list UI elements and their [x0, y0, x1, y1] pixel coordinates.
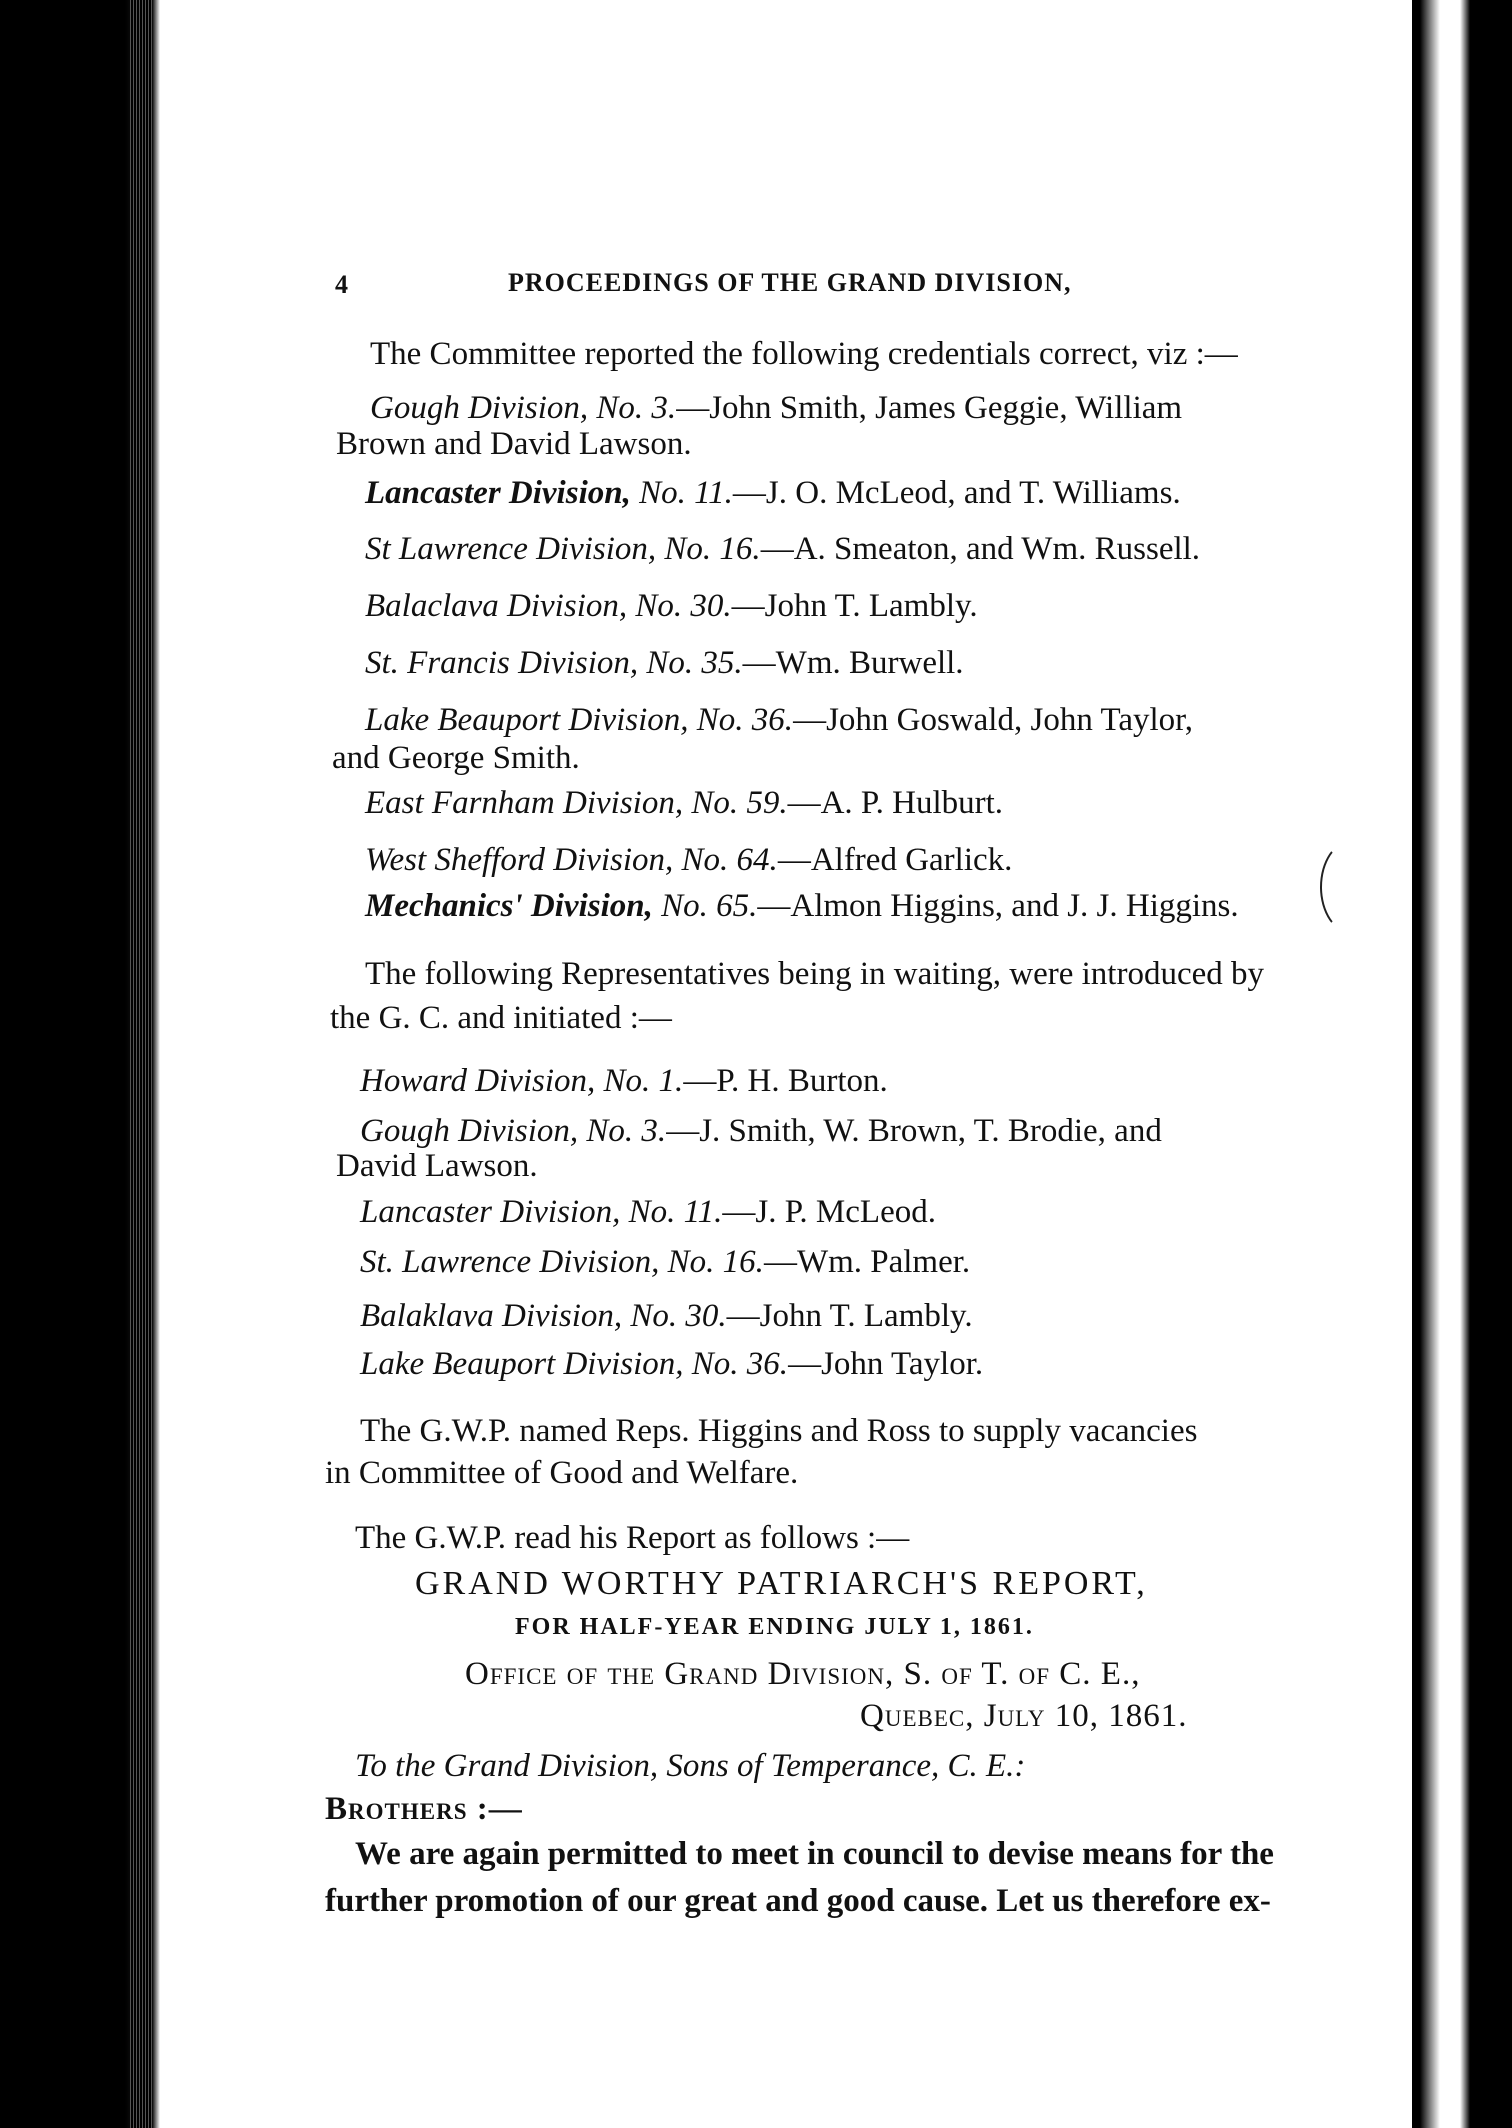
division-name: Balaklava Division, — [360, 1298, 623, 1334]
division-names: —J. Smith, W. Brown, T. Brodie, and — [666, 1113, 1162, 1149]
report-intro: The G.W.P. read his Report as follows :— — [355, 1520, 910, 1556]
division-names: —Wm. Palmer. — [763, 1244, 971, 1280]
report-body: We are again permitted to meet in council to devise means for the — [355, 1836, 1274, 1872]
division-number: No. 65. — [661, 888, 758, 924]
division-name: Mechanics' Division, — [365, 888, 653, 924]
division-names: —Alfred Garlick. — [777, 842, 1013, 878]
division-names: —P. H. Burton. — [683, 1063, 888, 1099]
credential-entry — [365, 477, 1181, 510]
division-name: St. Lawrence Division, — [360, 1244, 660, 1280]
division-number: No. 16. — [664, 531, 761, 567]
division-names: —John Taylor. — [788, 1346, 984, 1382]
representative-entry — [360, 1246, 970, 1279]
division-number: No. 1. — [603, 1063, 684, 1099]
division-name: Gough Division, — [370, 390, 589, 426]
pencil-mark — [1320, 840, 1384, 934]
credential-entry — [365, 704, 1193, 737]
report-place-date: Quebec, July 10, 1861. — [860, 1698, 1188, 1734]
division-name: Howard Division, — [360, 1063, 596, 1099]
division-name: St. Francis Division, — [365, 645, 639, 681]
division-number: No. 36. — [691, 1346, 789, 1382]
facing-page-edge — [1420, 0, 1470, 2128]
division-number: No. 30. — [630, 1298, 727, 1334]
page-text — [160, 0, 1412, 2128]
report-body-cont: further promotion of our great and good cause. Let us therefore ex- — [325, 1883, 1271, 1919]
division-number: No. 3. — [586, 1113, 667, 1149]
page-edges — [130, 0, 152, 2128]
running-title: PROCEEDINGS OF THE GRAND DIVISION, — [508, 268, 1072, 297]
division-name: Lake Beauport Division, — [365, 702, 689, 738]
credentials-intro: The Committee reported the following credentials correct, viz :— — [370, 336, 1238, 372]
division-names: —Wm. Burwell. — [742, 645, 964, 681]
division-names: —J. O. McLeod, and T. Williams. — [732, 475, 1181, 511]
division-name: East Farnham Division, — [365, 785, 684, 821]
credential-entry — [370, 392, 1182, 425]
representatives-intro: The following Representatives being in waiting, were introduced by — [365, 956, 1265, 992]
committee-paragraph: The G.W.P. named Reps. Higgins and Ross to supply vacancies — [360, 1413, 1198, 1449]
representative-entry-cont: David Lawson. — [336, 1148, 538, 1184]
division-names: —John T. Lambly. — [731, 588, 978, 624]
division-name: Lancaster Division, — [365, 475, 631, 511]
document-page — [160, 0, 1412, 2128]
credential-entry — [365, 647, 964, 680]
division-number: No. 3. — [596, 390, 677, 426]
report-office: Office of the Grand Division, S. of T. of C. E., — [465, 1656, 1141, 1692]
division-names: —A. P. Hulburt. — [787, 785, 1004, 821]
division-name: Balaclava Division, — [365, 588, 628, 624]
division-name: Lake Beauport Division, — [360, 1346, 684, 1382]
division-number: No. 36. — [696, 702, 794, 738]
report-salutation: To the Grand Division, Sons of Temperance, C. E.: — [355, 1748, 1026, 1784]
report-title: GRAND WORTHY PATRIARCH'S REPORT, — [415, 1565, 1148, 1602]
credential-entry-cont: Brown and David Lawson. — [336, 426, 692, 462]
division-names: —J. P. McLeod. — [722, 1194, 936, 1230]
credential-entry — [365, 890, 1239, 923]
representative-entry — [360, 1196, 936, 1229]
report-greeting: Brothers :— — [325, 1791, 523, 1827]
division-name: St Lawrence Division, — [365, 531, 657, 567]
credential-entry — [365, 844, 1012, 877]
representative-entry — [360, 1065, 888, 1098]
book-binding-left — [0, 0, 160, 2128]
division-number: No. 11. — [628, 1194, 723, 1230]
report-subtitle: FOR HALF-YEAR ENDING JULY 1, 1861. — [515, 1614, 1034, 1640]
division-name: Gough Division, — [360, 1113, 579, 1149]
division-names: —Almon Higgins, and J. J. Higgins. — [757, 888, 1239, 924]
representative-entry — [360, 1348, 983, 1381]
division-names: —A. Smeaton, and Wm. Russell. — [760, 531, 1201, 567]
division-number: No. 16. — [667, 1244, 764, 1280]
division-names: —John T. Lambly. — [726, 1298, 973, 1334]
division-names: —John Goswald, John Taylor, — [793, 702, 1194, 738]
division-name: West Shefford Division, — [365, 842, 674, 878]
representative-entry — [360, 1300, 973, 1333]
committee-paragraph-cont: in Committee of Good and Welfare. — [325, 1455, 799, 1491]
representative-entry — [360, 1115, 1162, 1148]
division-names: —John Smith, James Geggie, William — [676, 390, 1183, 426]
credential-entry — [365, 590, 978, 623]
division-name: Lancaster Division, — [360, 1194, 621, 1230]
credential-entry — [365, 787, 1003, 820]
division-number: No. 35. — [646, 645, 743, 681]
division-number: No. 11. — [639, 475, 733, 511]
representatives-intro-cont: the G. C. and initiated :— — [330, 1000, 672, 1036]
division-number: No. 59. — [691, 785, 788, 821]
division-number: No. 30. — [635, 588, 732, 624]
credential-entry — [365, 533, 1200, 566]
page-number: 4 — [335, 270, 348, 299]
credential-entry-cont: and George Smith. — [332, 740, 580, 776]
division-number: No. 64. — [681, 842, 778, 878]
